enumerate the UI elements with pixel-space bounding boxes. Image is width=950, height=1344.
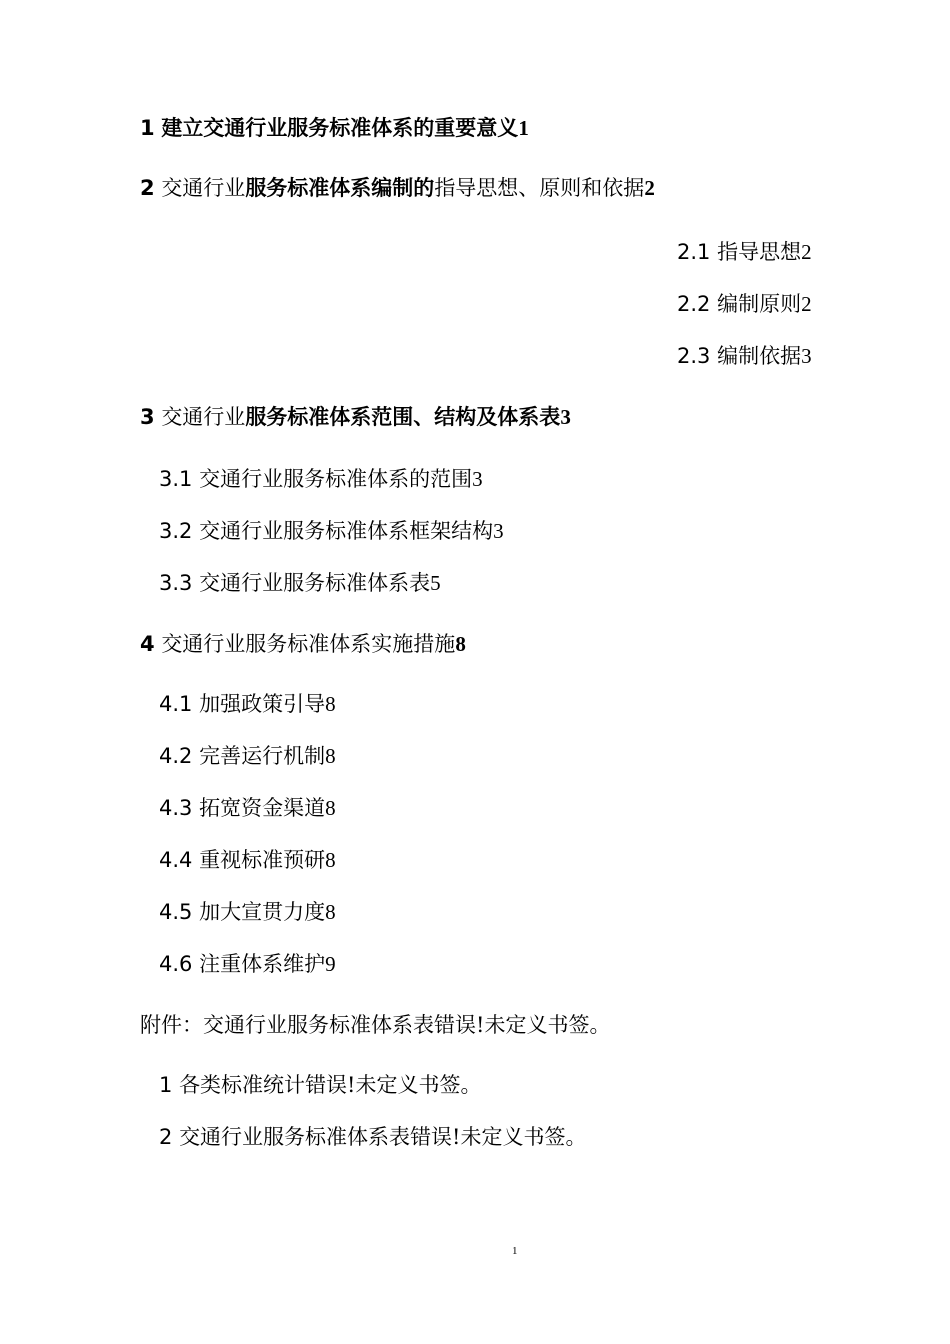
toc-title: 建立交通行业服务标准体系的重要意义: [161, 115, 519, 140]
toc-number: 4.4: [159, 848, 193, 872]
toc-page-number: 3: [472, 467, 483, 491]
toc-number: 2: [159, 1125, 173, 1149]
toc-entry-2-3[interactable]: [677, 342, 812, 370]
toc-entry-2-1[interactable]: [677, 238, 812, 266]
toc-page-number: 2: [644, 176, 655, 200]
toc-entry-appendix[interactable]: [140, 1011, 610, 1039]
toc-page-number: 5: [430, 571, 441, 595]
toc-entry-2-2[interactable]: [677, 290, 812, 318]
toc-title: 交通行业服务标准体系实施措施: [161, 632, 456, 656]
toc-title: 交通行业服务标准体系表: [199, 571, 431, 595]
toc-number: 2.1: [677, 240, 711, 264]
toc-number: 1: [140, 116, 155, 140]
toc-page-number: 8: [325, 744, 336, 768]
toc-entry-4-4[interactable]: [159, 846, 336, 874]
toc-entry-3-1[interactable]: [159, 465, 483, 493]
toc-entry-1[interactable]: [140, 114, 529, 142]
toc-page-number: 3: [801, 344, 812, 368]
toc-bookmark-error: 错误!未定义书签。: [434, 1013, 611, 1037]
toc-number: 4: [140, 632, 155, 656]
toc-number: 3.3: [159, 571, 193, 595]
toc-page-number: 2: [801, 240, 812, 264]
toc-title-part-bold: 服务标准体系范围、结构及体系表: [245, 404, 561, 429]
toc-number: 1: [159, 1073, 173, 1097]
toc-page-number: 9: [325, 952, 336, 976]
toc-title: 各类标准统计: [179, 1073, 306, 1097]
toc-entry-appendix-2[interactable]: [159, 1123, 587, 1151]
toc-title: 交通行业服务标准体系框架结构: [199, 519, 494, 543]
toc-page-number: 2: [801, 292, 812, 316]
toc-title: 完善运行机制: [199, 744, 326, 768]
toc-page-number: 8: [455, 632, 466, 656]
toc-title-part-bold: 服务标准体系编制的: [245, 175, 435, 200]
toc-title: 编制依据: [717, 344, 802, 368]
toc-number: 2.2: [677, 292, 711, 316]
toc-number: 3.1: [159, 467, 193, 491]
toc-number: 4.1: [159, 692, 193, 716]
toc-title: 重视标准预研: [199, 848, 326, 872]
toc-title: 注重体系维护: [199, 952, 326, 976]
toc-page-number: 8: [325, 692, 336, 716]
toc-number: 4.2: [159, 744, 193, 768]
toc-title: 加大宣贯力度: [199, 900, 326, 924]
toc-number: 2: [140, 176, 155, 200]
toc-title: 拓宽资金渠道: [199, 796, 326, 820]
toc-title-part: 指导思想、原则和依据: [434, 176, 645, 200]
toc-entry-4-3[interactable]: [159, 794, 336, 822]
toc-title: 交通行业服务标准体系表: [179, 1125, 411, 1149]
toc-number: 4.5: [159, 900, 193, 924]
toc-page-number: 1: [518, 116, 529, 140]
toc-title: 交通行业服务标准体系的范围: [199, 467, 473, 491]
toc-page-number: 8: [325, 900, 336, 924]
toc-title: 加强政策引导: [199, 692, 326, 716]
toc-title-part: 交通行业: [161, 405, 246, 429]
toc-page-number: 8: [325, 848, 336, 872]
toc-title: 编制原则: [717, 292, 802, 316]
toc-entry-4-2[interactable]: [159, 742, 336, 770]
toc-entry-4-1[interactable]: [159, 690, 336, 718]
toc-bookmark-error: 错误!未定义书签。: [305, 1073, 482, 1097]
toc-number: 3.2: [159, 519, 193, 543]
toc-title: 指导思想: [717, 240, 802, 264]
toc-number: 3: [140, 405, 155, 429]
toc-page-number: 8: [325, 796, 336, 820]
toc-entry-2[interactable]: [140, 174, 655, 202]
toc-entry-3[interactable]: [140, 403, 571, 431]
footer-page-number: 1: [512, 1245, 518, 1257]
toc-number: 4.3: [159, 796, 193, 820]
toc-entry-3-2[interactable]: [159, 517, 504, 545]
toc-title: 附件：交通行业服务标准体系表: [140, 1013, 434, 1037]
toc-bookmark-error: 错误!未定义书签。: [410, 1125, 587, 1149]
toc-page-number: 3: [493, 519, 504, 543]
toc-title-part: 交通行业: [161, 176, 246, 200]
toc-entry-appendix-1[interactable]: [159, 1071, 482, 1099]
toc-entry-4-5[interactable]: [159, 898, 336, 926]
toc-number: 4.6: [159, 952, 193, 976]
toc-entry-3-3[interactable]: [159, 569, 441, 597]
toc-number: 2.3: [677, 344, 711, 368]
toc-entry-4[interactable]: [140, 630, 466, 658]
toc-entry-4-6[interactable]: [159, 950, 336, 978]
toc-page-number: 3: [560, 405, 571, 429]
